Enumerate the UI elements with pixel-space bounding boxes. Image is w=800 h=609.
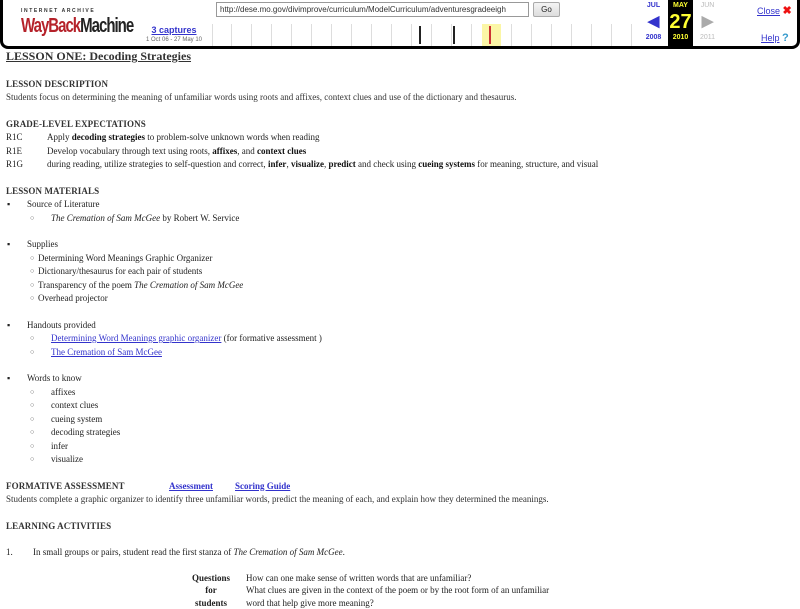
current-capture-highlight — [482, 24, 501, 46]
wayback-toolbar — [0, 0, 800, 49]
gle-code: R1C — [6, 131, 47, 145]
help-link[interactable]: Help — [761, 33, 780, 43]
help[interactable] — [761, 32, 789, 44]
lesson-document — [6, 50, 796, 609]
questions-label: Questions for students — [176, 572, 246, 609]
timeline-tick — [611, 24, 612, 46]
help-icon[interactable]: ? — [782, 32, 789, 44]
assessment-link[interactable]: Assessment — [169, 480, 213, 494]
questions-table — [176, 572, 796, 609]
gle-text: Develop vocabulary through text using roots, affixes, and context clues — [47, 145, 306, 159]
word-item: ○ cueing system — [6, 413, 796, 427]
graphic-organizer-link[interactable]: Determining Word Meanings graphic organizer — [51, 333, 221, 343]
logo-wayback-machine: WayBackMachine — [21, 17, 105, 36]
next-arrow-icon: ▶ — [695, 11, 720, 34]
timeline-tick — [511, 24, 512, 46]
current-day: 27 — [668, 11, 693, 34]
materials-supplies-label: ▪ Supplies — [6, 238, 796, 252]
next-month: JUN — [695, 2, 720, 11]
captures-link[interactable]: 3 captures — [138, 25, 210, 35]
word-item: ○ context clues — [6, 399, 796, 413]
questions-list — [246, 572, 549, 609]
timeline-tick — [431, 24, 432, 46]
gle-code: R1E — [6, 145, 47, 159]
handout-item — [6, 346, 796, 360]
current-capture-date — [668, 0, 693, 46]
formative-heading: FORMATIVE ASSESSMENT — [6, 480, 169, 494]
next-capture-nav — [695, 0, 720, 46]
formative-text: Students complete a graphic organizer to identify three unfamiliar words, predict the meaning of each, and explain how they determined the meanings. — [6, 493, 796, 507]
timeline-tick — [351, 24, 352, 46]
timeline-tick — [231, 24, 232, 46]
url-input[interactable]: http://dese.mo.gov/divimprove/curriculum/ModelCurriculum/adventuresgradeeigh — [216, 2, 529, 17]
timeline-tick — [271, 24, 272, 46]
timeline-tick — [571, 24, 572, 46]
close-toolbar[interactable] — [757, 4, 792, 17]
timeline-tick — [291, 24, 292, 46]
timeline-tick — [471, 24, 472, 46]
gle-item — [6, 131, 796, 145]
timeline-tick — [371, 24, 372, 46]
current-year: 2010 — [668, 34, 693, 41]
gle-text: during reading, utilize strategies to self-question and correct, infer, visualize, predict and check using cueing systems for meaning, structure, and visual — [47, 158, 598, 172]
capture-marker[interactable] — [419, 26, 421, 44]
supply-item: ○ Dictionary/thesaurus for each pair of students — [6, 265, 796, 279]
word-item: ○ infer — [6, 440, 796, 454]
current-capture-marker[interactable] — [489, 26, 491, 44]
gle-item — [6, 158, 796, 172]
timeline-tick — [311, 24, 312, 46]
question-item: What clues are given in the context of the poem or by the root form of an unfamiliar — [246, 584, 549, 597]
timeline-tick — [251, 24, 252, 46]
go-button[interactable]: Go — [533, 2, 560, 17]
logo-internet-archive: INTERNET ARCHIVE — [21, 8, 105, 14]
timeline-tick — [411, 24, 412, 46]
activity-text: In small groups or pairs, student read the first stanza of The Cremation of Sam McGee. — [33, 546, 345, 560]
timeline-tick — [451, 24, 452, 46]
current-month: MAY — [668, 2, 693, 11]
next-year: 2011 — [695, 34, 720, 41]
word-item: ○ visualize — [6, 453, 796, 467]
timeline-tick — [391, 24, 392, 46]
formative-assessment-row — [6, 480, 796, 494]
gle-text: Apply decoding strategies to problem-solve unknown words when reading — [47, 131, 319, 145]
materials-source-label: ▪ Source of Literature — [6, 198, 796, 212]
capture-timeline[interactable] — [210, 24, 635, 46]
wayback-logo[interactable] — [21, 8, 105, 31]
learning-heading: LEARNING ACTIVITIES — [6, 520, 796, 534]
word-item: ○ decoding strategies — [6, 426, 796, 440]
activity-number: 1. — [6, 546, 33, 560]
cremation-poem-link[interactable]: The Cremation of Sam McGee — [51, 347, 162, 357]
close-link[interactable]: Close — [757, 6, 780, 16]
supply-item: ○ Transparency of the poem The Cremation of Sam McGee — [6, 279, 796, 293]
prev-month: JUL — [641, 2, 666, 11]
lesson-description-text: Students focus on determining the meaning of unfamiliar words using roots and affixes, context clues and use of the dictionary and thesaurus. — [6, 91, 796, 105]
prev-arrow-icon[interactable]: ◀ — [641, 11, 666, 34]
lesson-description-heading: LESSON DESCRIPTION — [6, 78, 796, 92]
timeline-tick — [331, 24, 332, 46]
timeline-tick — [531, 24, 532, 46]
materials-source-item: ○ The Cremation of Sam McGee by Robert W. Service — [6, 212, 796, 226]
handout-item: ○ Determining Word Meanings graphic organizer (for formative assessment ) — [6, 332, 796, 346]
gle-item — [6, 145, 796, 159]
question-item: How can one make sense of written words that are unfamiliar? — [246, 572, 549, 585]
timeline-tick — [591, 24, 592, 46]
timeline-tick — [551, 24, 552, 46]
supply-item: ○ Overhead projector — [6, 292, 796, 306]
gle-code: R1G — [6, 158, 47, 172]
timeline-tick — [631, 24, 632, 46]
captures-summary — [138, 25, 210, 43]
question-item: word that help give more meaning? — [246, 597, 549, 609]
capture-marker[interactable] — [453, 26, 455, 44]
gle-heading: GRADE-LEVEL EXPECTATIONS — [6, 118, 796, 132]
materials-handouts-label: ▪ Handouts provided — [6, 319, 796, 333]
page-title: LESSON ONE: Decoding Strategies — [6, 50, 796, 64]
word-item: ○ affixes — [6, 386, 796, 400]
prev-capture-nav[interactable] — [641, 0, 666, 46]
materials-words-label: ▪ Words to know — [6, 372, 796, 386]
supply-item: ○ Determining Word Meanings Graphic Organizer — [6, 252, 796, 266]
close-icon[interactable]: ✖ — [783, 5, 792, 17]
prev-year: 2008 — [641, 34, 666, 41]
timeline-tick — [212, 24, 213, 46]
materials-heading: LESSON MATERIALS — [6, 185, 796, 199]
captures-range: 1 Oct 06 - 27 May 10 — [138, 37, 210, 43]
learning-activity-item — [6, 546, 796, 560]
scoring-guide-link[interactable]: Scoring Guide — [235, 480, 290, 494]
